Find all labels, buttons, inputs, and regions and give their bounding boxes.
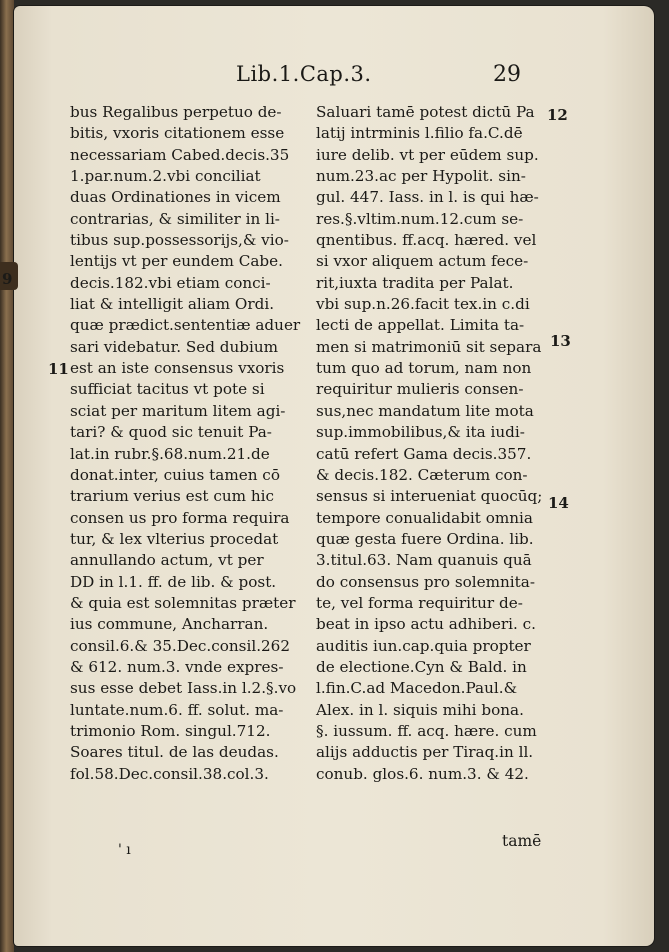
text-line: sari videbatur. Sed dubium <box>70 337 279 356</box>
text-line: qnentibus. ff.acq. hæred. vel <box>316 231 537 250</box>
text-line: DD in l.1. ff. de lib. & post. <box>70 572 277 591</box>
text-line: tur, & lex vlterius procedat <box>70 529 279 548</box>
text-line: trimonio Rom. singul.712. <box>70 721 271 740</box>
text-line: conub. glos.6. num.3. & 42. <box>316 764 529 783</box>
stray-marks: ' ı <box>118 842 131 858</box>
text-line: sensus si interueniat quocūq; <box>316 487 543 506</box>
text-line: gul. 447. Iass. in l. is qui hæ- <box>316 188 539 207</box>
text-line: rit,iuxta tradita per Palat. <box>316 273 514 292</box>
text-line: te, vel forma requiritur de- <box>316 593 523 612</box>
text-line: auditis iun.cap.quia propter <box>316 636 531 655</box>
running-title: Lib.1.Cap.3. <box>236 62 372 86</box>
left-text-column <box>70 102 320 785</box>
text-line: & 612. num.3. vnde expres- <box>70 657 284 676</box>
text-line: vbi sup.n.26.facit tex.in c.di <box>316 295 530 314</box>
text-line: quæ gesta fuere Ordina. lib. <box>316 529 534 548</box>
page-number: 29 <box>493 62 521 87</box>
text-line: tari? & quod sic tenuit Pa- <box>70 423 272 442</box>
text-line: res.§.vltim.num.12.cum se- <box>316 209 524 228</box>
text-line: necessariam Cabed.decis.35 <box>70 145 290 164</box>
text-line: & quia est solemnitas præter <box>70 593 296 612</box>
book-binding <box>0 0 14 952</box>
text-line: si vxor aliquem actum fece- <box>316 252 529 271</box>
text-line: do consensus pro solemnita- <box>316 572 535 591</box>
text-line: contrarias, & similiter in li- <box>70 209 280 228</box>
text-line: bus Regalibus perpetuo de- <box>70 103 282 121</box>
text-line: & decis.182. Cæterum con- <box>316 465 528 484</box>
text-line: lat.in rubr.§.68.num.21.de <box>70 444 270 463</box>
text-line: consil.6.& 35.Dec.consil.262 <box>70 636 291 655</box>
text-line: men si matrimoniū sit separa <box>316 337 542 356</box>
right-text-column <box>316 102 566 785</box>
text-line: trarium verius est cum hic <box>70 487 275 506</box>
text-line: bitis, vxoris citationem esse <box>70 124 285 143</box>
text-line: tempore conualidabit omnia <box>316 508 533 527</box>
margin-number-11: 11 <box>48 360 69 378</box>
text-line: luntate.num.6. ff. solut. ma- <box>70 700 284 719</box>
text-line: lecti de appellat. Limita ta- <box>316 316 525 335</box>
text-line: est an iste consensus vxoris <box>70 359 285 378</box>
text-line: latij intrminis l.filio fa.C.dē <box>316 124 523 143</box>
text-line: 3.titul.63. Nam quanuis quā <box>316 551 532 570</box>
text-line: decis.182.vbi etiam conci- <box>70 273 271 292</box>
text-line: tibus sup.possessorijs,& vio- <box>70 231 289 250</box>
text-line: requiritur mulieris consen- <box>316 380 524 399</box>
text-line: beat in ipso actu adhiberi. c. <box>316 615 537 634</box>
text-line: lentijs vt per eundem Cabe. <box>70 252 283 271</box>
text-line: ius commune, Ancharran. <box>70 615 269 634</box>
text-line: catū refert Gama decis.357. <box>316 444 532 463</box>
text-line: sufficiat tacitus vt pote si <box>70 380 265 399</box>
margin-number-13: 13 <box>550 332 571 350</box>
text-line: sciat per maritum litem agi- <box>70 401 286 420</box>
text-line: l.fin.C.ad Macedon.Paul.& <box>316 679 518 698</box>
catchword: tamē <box>502 832 542 850</box>
text-line: quæ prædict.sententiæ aduer <box>70 316 301 335</box>
text-line: iure delib. vt per eūdem sup. <box>316 145 539 164</box>
text-line: 1.par.num.2.vbi conciliat <box>70 167 261 186</box>
text-line: liat & intelligit aliam Ordi. <box>70 295 275 314</box>
text-line: sup.immobilibus,& ita iudi- <box>316 423 525 442</box>
text-line: §. iussum. ff. acq. hære. cum <box>316 721 537 740</box>
text-line: sus,nec mandatum lite mota <box>316 401 534 420</box>
text-line: annullando actum, vt per <box>70 551 264 570</box>
text-line: consen us pro forma requira <box>70 508 290 527</box>
margin-number-12: 12 <box>547 106 568 124</box>
text-line: fol.58.Dec.consil.38.col.3. <box>70 764 269 783</box>
text-line: tum quo ad torum, nam non <box>316 359 532 378</box>
text-line: duas Ordinationes in vicem <box>70 188 281 207</box>
text-line: sus esse debet Iass.in l.2.§.vo <box>70 679 297 698</box>
text-line: Soares titul. de las deudas. <box>70 743 279 762</box>
text-line: Alex. in l. siquis mihi bona. <box>316 700 524 719</box>
text-line: Saluari tamē potest dictū Pa <box>316 103 535 121</box>
text-line: num.23.ac per Hypolit. sin- <box>316 167 526 186</box>
margin-number-14: 14 <box>548 494 569 512</box>
margin-number-9: 9 <box>2 270 13 288</box>
text-line: de electione.Cyn & Bald. in <box>316 657 527 676</box>
text-line: donat.inter, cuius tamen cō <box>70 465 280 484</box>
text-line: alijs adductis per Tiraq.in ll. <box>316 743 534 762</box>
